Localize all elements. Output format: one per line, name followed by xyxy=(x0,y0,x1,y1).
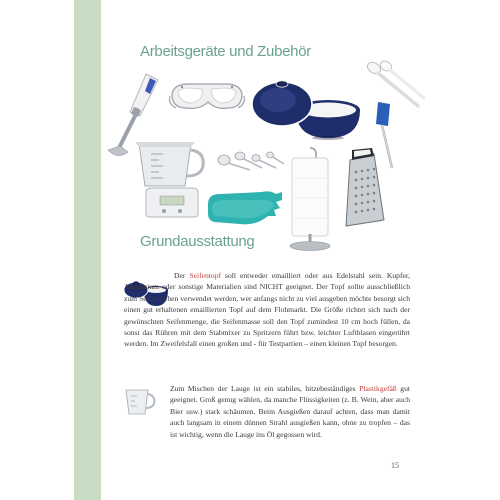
heading-basics: Grundausstattung xyxy=(140,233,255,250)
plastic-vessel-highlight: Plastikgefäß xyxy=(359,384,397,393)
green-side-bar xyxy=(74,0,101,500)
paragraph-soap-pot xyxy=(124,270,410,350)
measuring-spoons-icon xyxy=(216,146,286,174)
paragraph-plastic-vessel xyxy=(170,383,410,440)
soap-pot-highlight: Seifentopf xyxy=(189,271,222,280)
rubber-gloves-icon xyxy=(206,186,284,228)
heading-equipment: Arbeitsgeräte und Zubehör xyxy=(140,43,311,60)
box-grater-icon xyxy=(340,148,388,230)
page-number: 15 xyxy=(391,461,399,470)
plastic-vessel-text-after: gut geeignet. Groß genug wählen, da manche Flüssigkeiten (z. B. Wein, aber auch Bier usw.) stark schäumen. Beim Ausgießen darauf achten, dass man damit auch langsam in einem dünnen Strahl ausgießen kann, ohne zu tropfen – das ist wichtig, wenn die Lauge ins Öl gegossen wird. xyxy=(170,384,410,439)
enamel-pot-icon xyxy=(248,70,364,142)
soap-pot-text-after: soll entweder emailliert oder aus Edelstahl sein. Kupfer, Aluminium oder sonstige Materialien sind NICHT geeignet. Der Topf sollte ausschließlich zum Seifemachen verwendet werden, wer anfangs nicht zu viel ausgeben möchte besorgt sich einen gut erhaltenen emaillierten Topf auf dem Flohmarkt. Die Größe richtet sich nach der gewünschten Seifenmenge, die Seifenmasse soll den Topf zumindest 10 cm hoch füllen, da sonst das Rühren mit dem Stabmixer zu Spritzern führt bzw. leichter Luftblasen eingerührt werden. Im Zweifelsfall einen großen und - für Testpartien – einen kleinen Topf besorgen. xyxy=(124,271,410,349)
soap-pot-text-before: Der xyxy=(174,271,190,280)
small-measuring-jug-icon xyxy=(122,386,158,416)
safety-goggles-icon xyxy=(168,78,246,116)
paper-towel-holder-icon xyxy=(286,146,334,252)
measuring-jug-icon xyxy=(133,138,207,190)
kitchen-scale-icon xyxy=(142,186,202,218)
plastic-vessel-text-before: Zum Mischen der Lauge ist ein stabiles, hitzebeständiges xyxy=(170,384,360,393)
